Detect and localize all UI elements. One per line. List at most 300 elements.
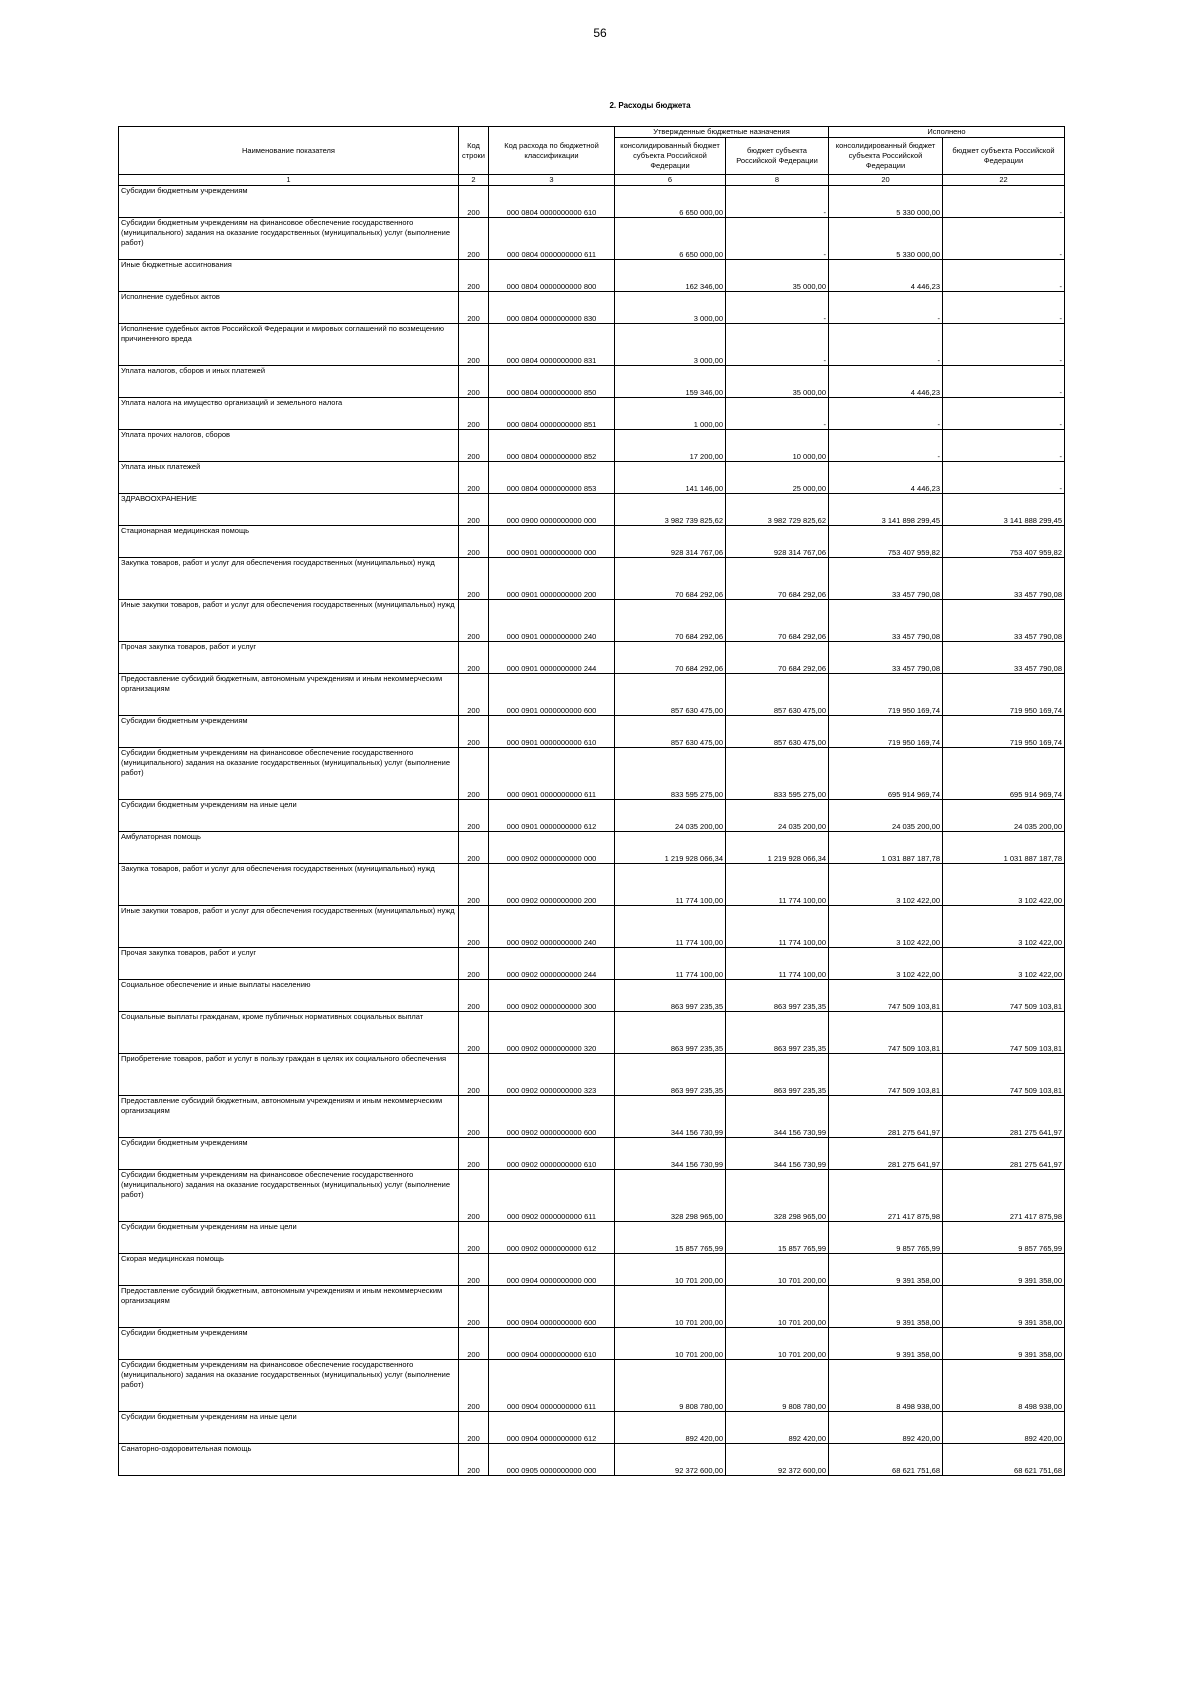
row-name: Иные бюджетные ассигнования <box>119 260 459 292</box>
row-executed-consolidated: 4 446,23 <box>829 462 943 494</box>
row-approved-subject: 10 000,00 <box>726 430 829 462</box>
row-executed-subject: - <box>943 292 1065 324</box>
row-approved-subject: 863 997 235,35 <box>726 980 829 1012</box>
row-executed-consolidated: 892 420,00 <box>829 1412 943 1444</box>
column-number: 2 <box>459 175 489 186</box>
table-row <box>119 1360 1065 1412</box>
row-line-code: 200 <box>459 292 489 324</box>
row-executed-subject: 33 457 790,08 <box>943 642 1065 674</box>
row-name: Прочая закупка товаров, работ и услуг <box>119 642 459 674</box>
row-approved-subject: - <box>726 324 829 366</box>
table-row <box>119 526 1065 558</box>
row-approved-consolidated: 11 774 100,00 <box>615 906 726 948</box>
row-executed-subject: 9 391 358,00 <box>943 1286 1065 1328</box>
row-line-code: 200 <box>459 366 489 398</box>
row-approved-consolidated: 10 701 200,00 <box>615 1328 726 1360</box>
row-executed-consolidated: - <box>829 292 943 324</box>
header-approved-subject: бюджет субъекта Российской Федерации <box>726 138 829 175</box>
row-approved-consolidated: 92 372 600,00 <box>615 1444 726 1476</box>
row-line-code: 200 <box>459 980 489 1012</box>
row-line-code: 200 <box>459 906 489 948</box>
row-line-code: 200 <box>459 324 489 366</box>
row-line-code: 200 <box>459 1012 489 1054</box>
row-approved-subject: 863 997 235,35 <box>726 1054 829 1096</box>
row-approved-consolidated: 10 701 200,00 <box>615 1254 726 1286</box>
row-executed-consolidated: 8 498 938,00 <box>829 1360 943 1412</box>
row-approved-subject: 70 684 292,06 <box>726 558 829 600</box>
row-approved-consolidated: 70 684 292,06 <box>615 558 726 600</box>
row-executed-subject: 3 102 422,00 <box>943 864 1065 906</box>
row-executed-consolidated: 33 457 790,08 <box>829 600 943 642</box>
header-executed-consolidated: консолидированный бюджет субъекта Российской Федерации <box>829 138 943 175</box>
row-name: Субсидии бюджетным учреждениям на финансовое обеспечение государственного (муниципального) задания на оказание государственных (муниципальных) услуг (выполнение работ) <box>119 748 459 800</box>
row-executed-subject: 892 420,00 <box>943 1412 1065 1444</box>
row-budget-code: 000 0900 0000000000 000 <box>489 494 615 526</box>
row-executed-consolidated: - <box>829 430 943 462</box>
row-name: Закупка товаров, работ и услуг для обеспечения государственных (муниципальных) нужд <box>119 864 459 906</box>
row-approved-subject: 328 298 965,00 <box>726 1170 829 1222</box>
row-executed-subject: - <box>943 462 1065 494</box>
row-line-code: 200 <box>459 1170 489 1222</box>
row-budget-code: 000 0804 0000000000 852 <box>489 430 615 462</box>
row-executed-consolidated: 3 102 422,00 <box>829 864 943 906</box>
row-budget-code: 000 0804 0000000000 611 <box>489 218 615 260</box>
row-budget-code: 000 0904 0000000000 611 <box>489 1360 615 1412</box>
row-approved-consolidated: 863 997 235,35 <box>615 1054 726 1096</box>
row-approved-subject: 892 420,00 <box>726 1412 829 1444</box>
row-executed-subject: 9 391 358,00 <box>943 1254 1065 1286</box>
row-executed-consolidated: 3 102 422,00 <box>829 906 943 948</box>
row-executed-subject: - <box>943 398 1065 430</box>
row-executed-consolidated: 747 509 103,81 <box>829 1054 943 1096</box>
row-executed-consolidated: 5 330 000,00 <box>829 218 943 260</box>
row-budget-code: 000 0904 0000000000 610 <box>489 1328 615 1360</box>
row-executed-consolidated: 68 621 751,68 <box>829 1444 943 1476</box>
row-executed-subject: 719 950 169,74 <box>943 674 1065 716</box>
table-row <box>119 674 1065 716</box>
row-budget-code: 000 0901 0000000000 612 <box>489 800 615 832</box>
row-executed-consolidated: 281 275 641,97 <box>829 1096 943 1138</box>
row-name: Исполнение судебных актов <box>119 292 459 324</box>
row-executed-subject: 747 509 103,81 <box>943 1054 1065 1096</box>
row-approved-subject: 11 774 100,00 <box>726 906 829 948</box>
row-line-code: 200 <box>459 1328 489 1360</box>
row-budget-code: 000 0901 0000000000 600 <box>489 674 615 716</box>
row-executed-consolidated: 747 509 103,81 <box>829 1012 943 1054</box>
row-executed-subject: - <box>943 430 1065 462</box>
table-row <box>119 430 1065 462</box>
table-row <box>119 1222 1065 1254</box>
row-budget-code: 000 0902 0000000000 000 <box>489 832 615 864</box>
row-name: Прочая закупка товаров, работ и услуг <box>119 948 459 980</box>
row-approved-subject: 344 156 730,99 <box>726 1138 829 1170</box>
row-line-code: 200 <box>459 1286 489 1328</box>
row-budget-code: 000 0902 0000000000 610 <box>489 1138 615 1170</box>
row-budget-code: 000 0901 0000000000 610 <box>489 716 615 748</box>
table-row <box>119 1444 1065 1476</box>
row-approved-subject: 70 684 292,06 <box>726 600 829 642</box>
row-name: Субсидии бюджетным учреждениям на финансовое обеспечение государственного (муниципального) задания на оказание государственных (муниципальных) услуг (выполнение работ) <box>119 1170 459 1222</box>
row-name: Социальное обеспечение и иные выплаты населению <box>119 980 459 1012</box>
row-approved-consolidated: 3 000,00 <box>615 324 726 366</box>
row-approved-subject: 857 630 475,00 <box>726 716 829 748</box>
row-budget-code: 000 0804 0000000000 830 <box>489 292 615 324</box>
row-executed-subject: 3 102 422,00 <box>943 948 1065 980</box>
row-line-code: 200 <box>459 494 489 526</box>
row-line-code: 200 <box>459 398 489 430</box>
table-row <box>119 1054 1065 1096</box>
row-budget-code: 000 0901 0000000000 244 <box>489 642 615 674</box>
row-budget-code: 000 0901 0000000000 200 <box>489 558 615 600</box>
row-budget-code: 000 0902 0000000000 244 <box>489 948 615 980</box>
row-line-code: 200 <box>459 1444 489 1476</box>
row-line-code: 200 <box>459 1412 489 1444</box>
row-executed-subject: 3 102 422,00 <box>943 906 1065 948</box>
row-executed-consolidated: 5 330 000,00 <box>829 186 943 218</box>
row-name: Закупка товаров, работ и услуг для обеспечения государственных (муниципальных) нужд <box>119 558 459 600</box>
table-row <box>119 716 1065 748</box>
row-executed-consolidated: 695 914 969,74 <box>829 748 943 800</box>
row-approved-consolidated: 3 982 739 825,62 <box>615 494 726 526</box>
row-approved-consolidated: 928 314 767,06 <box>615 526 726 558</box>
row-budget-code: 000 0901 0000000000 611 <box>489 748 615 800</box>
row-approved-subject: 344 156 730,99 <box>726 1096 829 1138</box>
row-executed-consolidated: 9 391 358,00 <box>829 1286 943 1328</box>
row-budget-code: 000 0804 0000000000 853 <box>489 462 615 494</box>
row-line-code: 200 <box>459 430 489 462</box>
row-name: Предоставление субсидий бюджетным, автономным учреждениям и иным некоммерческим организациям <box>119 1096 459 1138</box>
row-executed-consolidated: 281 275 641,97 <box>829 1138 943 1170</box>
row-name: Уплата прочих налогов, сборов <box>119 430 459 462</box>
row-approved-consolidated: 141 146,00 <box>615 462 726 494</box>
row-approved-consolidated: 70 684 292,06 <box>615 600 726 642</box>
row-name: Субсидии бюджетным учреждениям на иные цели <box>119 1412 459 1444</box>
row-approved-consolidated: 3 000,00 <box>615 292 726 324</box>
row-executed-subject: 9 391 358,00 <box>943 1328 1065 1360</box>
row-approved-subject: 9 808 780,00 <box>726 1360 829 1412</box>
row-budget-code: 000 0902 0000000000 600 <box>489 1096 615 1138</box>
row-budget-code: 000 0902 0000000000 323 <box>489 1054 615 1096</box>
table-body <box>119 186 1065 1476</box>
row-approved-consolidated: 10 701 200,00 <box>615 1286 726 1328</box>
row-name: Скорая медицинская помощь <box>119 1254 459 1286</box>
row-executed-subject: 719 950 169,74 <box>943 716 1065 748</box>
row-approved-consolidated: 863 997 235,35 <box>615 1012 726 1054</box>
row-executed-consolidated: 753 407 959,82 <box>829 526 943 558</box>
row-executed-subject: - <box>943 366 1065 398</box>
row-line-code: 200 <box>459 864 489 906</box>
row-approved-consolidated: 857 630 475,00 <box>615 674 726 716</box>
row-approved-consolidated: 162 346,00 <box>615 260 726 292</box>
row-executed-subject: - <box>943 260 1065 292</box>
table-row <box>119 864 1065 906</box>
row-executed-consolidated: 9 857 765,99 <box>829 1222 943 1254</box>
table-row <box>119 260 1065 292</box>
row-approved-consolidated: 15 857 765,99 <box>615 1222 726 1254</box>
row-name: Приобретение товаров, работ и услуг в пользу граждан в целях их социального обеспечения <box>119 1054 459 1096</box>
row-budget-code: 000 0904 0000000000 612 <box>489 1412 615 1444</box>
row-approved-subject: - <box>726 398 829 430</box>
header-approved-consolidated: консолидированный бюджет субъекта Российской Федерации <box>615 138 726 175</box>
row-line-code: 200 <box>459 186 489 218</box>
row-approved-subject: 11 774 100,00 <box>726 864 829 906</box>
row-approved-subject: 70 684 292,06 <box>726 642 829 674</box>
table-row <box>119 558 1065 600</box>
table-row <box>119 906 1065 948</box>
row-approved-subject: 25 000,00 <box>726 462 829 494</box>
row-line-code: 200 <box>459 526 489 558</box>
table-row <box>119 398 1065 430</box>
row-approved-subject: 24 035 200,00 <box>726 800 829 832</box>
row-line-code: 200 <box>459 748 489 800</box>
row-name: Субсидии бюджетным учреждениям <box>119 186 459 218</box>
row-name: Иные закупки товаров, работ и услуг для обеспечения государственных (муниципальных) нужд <box>119 906 459 948</box>
row-approved-consolidated: 159 346,00 <box>615 366 726 398</box>
row-approved-subject: 92 372 600,00 <box>726 1444 829 1476</box>
row-budget-code: 000 0804 0000000000 800 <box>489 260 615 292</box>
row-name: Амбулаторная помощь <box>119 832 459 864</box>
row-approved-consolidated: 6 650 000,00 <box>615 186 726 218</box>
table-row <box>119 292 1065 324</box>
table-row <box>119 1328 1065 1360</box>
header-line-code: Код строки <box>459 127 489 175</box>
row-budget-code: 000 0902 0000000000 611 <box>489 1170 615 1222</box>
row-approved-consolidated: 24 035 200,00 <box>615 800 726 832</box>
row-executed-subject: 9 857 765,99 <box>943 1222 1065 1254</box>
row-line-code: 200 <box>459 800 489 832</box>
table-row <box>119 1412 1065 1444</box>
row-approved-subject: 833 595 275,00 <box>726 748 829 800</box>
row-name: Уплата налогов, сборов и иных платежей <box>119 366 459 398</box>
table-row <box>119 366 1065 398</box>
row-name: Субсидии бюджетным учреждениям <box>119 1138 459 1170</box>
row-approved-consolidated: 17 200,00 <box>615 430 726 462</box>
row-approved-subject: 1 219 928 066,34 <box>726 832 829 864</box>
row-name: Субсидии бюджетным учреждениям на иные цели <box>119 1222 459 1254</box>
table-row <box>119 218 1065 260</box>
column-number: 6 <box>615 175 726 186</box>
row-executed-consolidated: 4 446,23 <box>829 260 943 292</box>
row-name: Предоставление субсидий бюджетным, автономным учреждениям и иным некоммерческим организациям <box>119 674 459 716</box>
row-executed-subject: 753 407 959,82 <box>943 526 1065 558</box>
row-executed-consolidated: 1 031 887 187,78 <box>829 832 943 864</box>
column-number: 22 <box>943 175 1065 186</box>
column-number: 3 <box>489 175 615 186</box>
row-approved-consolidated: 344 156 730,99 <box>615 1096 726 1138</box>
header-executed-subject: бюджет субъекта Российской Федерации <box>943 138 1065 175</box>
table-row <box>119 600 1065 642</box>
row-executed-subject: 24 035 200,00 <box>943 800 1065 832</box>
row-name: Социальные выплаты гражданам, кроме публичных нормативных социальных выплат <box>119 1012 459 1054</box>
table-row <box>119 462 1065 494</box>
row-budget-code: 000 0902 0000000000 320 <box>489 1012 615 1054</box>
row-budget-code: 000 0902 0000000000 300 <box>489 980 615 1012</box>
row-approved-subject: 857 630 475,00 <box>726 674 829 716</box>
row-line-code: 200 <box>459 1138 489 1170</box>
table-row <box>119 186 1065 218</box>
row-executed-subject: 271 417 875,98 <box>943 1170 1065 1222</box>
row-executed-subject: 68 621 751,68 <box>943 1444 1065 1476</box>
row-line-code: 200 <box>459 1096 489 1138</box>
table-row <box>119 1254 1065 1286</box>
row-executed-subject: 1 031 887 187,78 <box>943 832 1065 864</box>
row-budget-code: 000 0804 0000000000 831 <box>489 324 615 366</box>
row-approved-consolidated: 9 808 780,00 <box>615 1360 726 1412</box>
row-name: Стационарная медицинская помощь <box>119 526 459 558</box>
row-name: Уплата налога на имущество организаций и земельного налога <box>119 398 459 430</box>
row-approved-subject: - <box>726 292 829 324</box>
row-budget-code: 000 0902 0000000000 612 <box>489 1222 615 1254</box>
row-executed-consolidated: 9 391 358,00 <box>829 1328 943 1360</box>
table-row <box>119 980 1065 1012</box>
row-executed-subject: 33 457 790,08 <box>943 600 1065 642</box>
row-line-code: 200 <box>459 716 489 748</box>
row-executed-subject: 281 275 641,97 <box>943 1096 1065 1138</box>
row-approved-consolidated: 70 684 292,06 <box>615 642 726 674</box>
row-line-code: 200 <box>459 260 489 292</box>
table-row <box>119 1286 1065 1328</box>
row-approved-subject: 863 997 235,35 <box>726 1012 829 1054</box>
row-name: Иные закупки товаров, работ и услуг для обеспечения государственных (муниципальных) нужд <box>119 600 459 642</box>
row-name: ЗДРАВООХРАНЕНИЕ <box>119 494 459 526</box>
table-row <box>119 1012 1065 1054</box>
row-line-code: 200 <box>459 1254 489 1286</box>
table-row <box>119 832 1065 864</box>
table-row <box>119 1170 1065 1222</box>
row-name: Субсидии бюджетным учреждениям <box>119 1328 459 1360</box>
row-executed-consolidated: 271 417 875,98 <box>829 1170 943 1222</box>
row-executed-consolidated: 3 102 422,00 <box>829 948 943 980</box>
row-line-code: 200 <box>459 642 489 674</box>
table-row <box>119 800 1065 832</box>
section-title: 2. Расходы бюджета <box>609 101 691 110</box>
row-executed-consolidated: 33 457 790,08 <box>829 558 943 600</box>
row-budget-code: 000 0804 0000000000 610 <box>489 186 615 218</box>
row-budget-code: 000 0902 0000000000 200 <box>489 864 615 906</box>
row-budget-code: 000 0904 0000000000 600 <box>489 1286 615 1328</box>
header-approved-group: Утвержденные бюджетные назначения <box>615 127 829 138</box>
row-executed-consolidated: 4 446,23 <box>829 366 943 398</box>
row-executed-consolidated: 24 035 200,00 <box>829 800 943 832</box>
expenses-table <box>118 126 1065 1476</box>
row-approved-consolidated: 863 997 235,35 <box>615 980 726 1012</box>
row-name: Субсидии бюджетным учреждениям на иные цели <box>119 800 459 832</box>
table-row <box>119 324 1065 366</box>
table-row <box>119 748 1065 800</box>
row-line-code: 200 <box>459 462 489 494</box>
row-line-code: 200 <box>459 832 489 864</box>
row-executed-subject: - <box>943 218 1065 260</box>
row-executed-subject: 281 275 641,97 <box>943 1138 1065 1170</box>
table-row <box>119 494 1065 526</box>
row-approved-consolidated: 344 156 730,99 <box>615 1138 726 1170</box>
table-row <box>119 1096 1065 1138</box>
row-name: Исполнение судебных актов Российской Федерации и мировых соглашений по возмещению причиненного вреда <box>119 324 459 366</box>
row-executed-subject: 747 509 103,81 <box>943 980 1065 1012</box>
row-approved-consolidated: 328 298 965,00 <box>615 1170 726 1222</box>
row-approved-consolidated: 11 774 100,00 <box>615 864 726 906</box>
row-budget-code: 000 0804 0000000000 851 <box>489 398 615 430</box>
row-approved-subject: 35 000,00 <box>726 260 829 292</box>
row-line-code: 200 <box>459 600 489 642</box>
row-name: Субсидии бюджетным учреждениям на финансовое обеспечение государственного (муниципального) задания на оказание государственных (муниципальных) услуг (выполнение работ) <box>119 1360 459 1412</box>
row-approved-consolidated: 857 630 475,00 <box>615 716 726 748</box>
row-line-code: 200 <box>459 558 489 600</box>
page-number: 56 <box>593 26 607 40</box>
row-budget-code: 000 0902 0000000000 240 <box>489 906 615 948</box>
row-approved-consolidated: 1 000,00 <box>615 398 726 430</box>
row-executed-subject: 33 457 790,08 <box>943 558 1065 600</box>
row-approved-subject: 10 701 200,00 <box>726 1286 829 1328</box>
row-approved-consolidated: 6 650 000,00 <box>615 218 726 260</box>
row-executed-consolidated: - <box>829 324 943 366</box>
row-executed-subject: 3 141 888 299,45 <box>943 494 1065 526</box>
row-budget-code: 000 0904 0000000000 000 <box>489 1254 615 1286</box>
table-row <box>119 948 1065 980</box>
column-number: 8 <box>726 175 829 186</box>
row-executed-consolidated: 9 391 358,00 <box>829 1254 943 1286</box>
row-executed-subject: - <box>943 324 1065 366</box>
row-approved-subject: 928 314 767,06 <box>726 526 829 558</box>
header-name: Наименование показателя <box>119 127 459 175</box>
row-approved-consolidated: 833 595 275,00 <box>615 748 726 800</box>
row-approved-consolidated: 11 774 100,00 <box>615 948 726 980</box>
row-name: Уплата иных платежей <box>119 462 459 494</box>
row-approved-subject: 10 701 200,00 <box>726 1254 829 1286</box>
row-approved-consolidated: 1 219 928 066,34 <box>615 832 726 864</box>
column-number: 20 <box>829 175 943 186</box>
row-line-code: 200 <box>459 1054 489 1096</box>
column-number: 1 <box>119 175 459 186</box>
row-name: Субсидии бюджетным учреждениям <box>119 716 459 748</box>
row-executed-consolidated: 3 141 898 299,45 <box>829 494 943 526</box>
row-budget-code: 000 0905 0000000000 000 <box>489 1444 615 1476</box>
row-line-code: 200 <box>459 948 489 980</box>
row-approved-consolidated: 892 420,00 <box>615 1412 726 1444</box>
table-row <box>119 642 1065 674</box>
row-executed-subject: - <box>943 186 1065 218</box>
row-executed-subject: 747 509 103,81 <box>943 1012 1065 1054</box>
table-row <box>119 1138 1065 1170</box>
row-executed-consolidated: 33 457 790,08 <box>829 642 943 674</box>
row-line-code: 200 <box>459 1222 489 1254</box>
row-approved-subject: 11 774 100,00 <box>726 948 829 980</box>
row-approved-subject: 10 701 200,00 <box>726 1328 829 1360</box>
row-line-code: 200 <box>459 674 489 716</box>
row-line-code: 200 <box>459 218 489 260</box>
header-executed-group: Исполнено <box>829 127 1065 138</box>
row-name: Субсидии бюджетным учреждениям на финансовое обеспечение государственного (муниципального) задания на оказание государственных (муниципальных) услуг (выполнение работ) <box>119 218 459 260</box>
row-approved-subject: - <box>726 186 829 218</box>
row-budget-code: 000 0804 0000000000 850 <box>489 366 615 398</box>
row-approved-subject: 35 000,00 <box>726 366 829 398</box>
row-executed-consolidated: 747 509 103,81 <box>829 980 943 1012</box>
row-budget-code: 000 0901 0000000000 000 <box>489 526 615 558</box>
row-budget-code: 000 0901 0000000000 240 <box>489 600 615 642</box>
row-line-code: 200 <box>459 1360 489 1412</box>
row-approved-subject: 3 982 729 825,62 <box>726 494 829 526</box>
row-executed-consolidated: 719 950 169,74 <box>829 716 943 748</box>
row-approved-subject: - <box>726 218 829 260</box>
row-approved-subject: 15 857 765,99 <box>726 1222 829 1254</box>
row-executed-consolidated: - <box>829 398 943 430</box>
row-executed-consolidated: 719 950 169,74 <box>829 674 943 716</box>
header-budget-code: Код расхода по бюджетной классификации <box>489 127 615 175</box>
row-name: Предоставление субсидий бюджетным, автономным учреждениям и иным некоммерческим организациям <box>119 1286 459 1328</box>
row-name: Санаторно-оздоровительная помощь <box>119 1444 459 1476</box>
row-executed-subject: 695 914 969,74 <box>943 748 1065 800</box>
row-executed-subject: 8 498 938,00 <box>943 1360 1065 1412</box>
